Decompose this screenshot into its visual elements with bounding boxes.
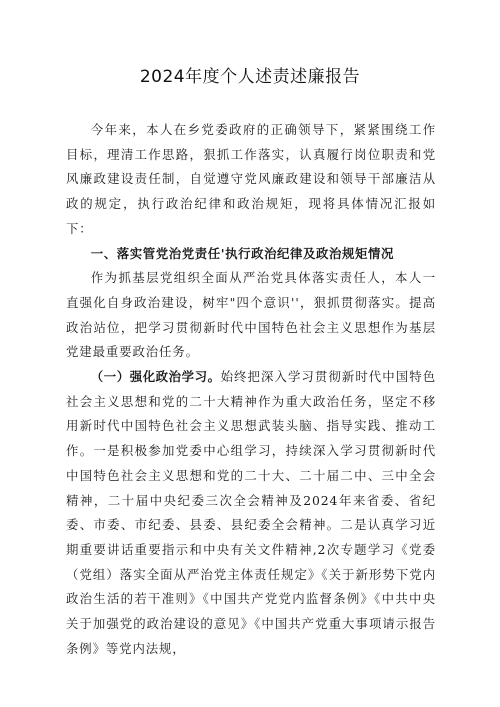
subsection-text: 始终把深入学习贯彻新时代中国特色社会主义思想和党的二十大精神作为重大政治任务，坚定不移用新时代中国特色社会主义思想武装头脑、指导实践、推动工作。一是积极参加党委中心组学习，持续深入学习贯彻新时代中国特色社会主义思想和党的二十大、二十届二中、三中全会精神，二十届中央纪委三次全会精神及2024年来省委、省纪委、市委、市纪委、县委、县纪委全会精神。二是认真学习近期重要讲话重要指示和中央有关文件精神,2次专题学习《党委（党组）落实全面从严治党主体责任规定》《关于新形势下党内政治生活的若干准则》《中国共产党党内监督条例》《中共中央关于加强党的政治建设的意见》《中国共产党重大事项请示报告条例》等党内法规，	[66, 369, 436, 656]
subsection-heading: （一）强化政治学习。	[90, 369, 221, 385]
intro-paragraph: 今年来，本人在乡党委政府的正确领导下，紧紧围绕工作目标，理清工作思路，狠抓工作落实，认真履行岗位职责和党风廉政建设责任制，自觉遵守党风廉政建设和领导干部廉洁从政的规定，执行政治纪律和政治规矩，现将具体情况汇报如下：	[66, 122, 436, 236]
section-paragraph: 作为抓基层党组织全面从严治党具体落实责任人，本人一直强化自身政治建设，树牢"四个意识''，狠抓贯彻落实。提高政治站位，把学习贯彻新时代中国特色社会主义思想作为基层党建最重要政治任务。	[66, 270, 436, 360]
document-title: 2024年度个人述责述廉报告	[139, 67, 361, 87]
document-body	[66, 118, 436, 661]
section-heading: 一、落实管党治党责任'执行政治纪律及政治规矩情况	[90, 245, 394, 261]
subsection-paragraph	[66, 365, 436, 661]
